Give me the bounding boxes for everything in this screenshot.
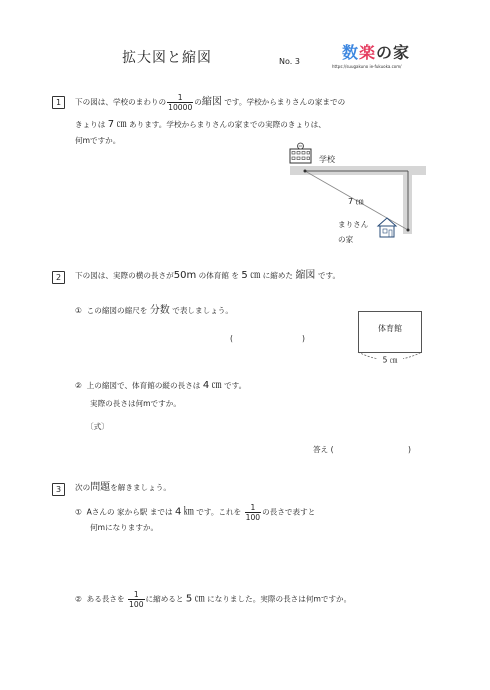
q1-distance-value: 7 (107, 119, 115, 130)
house-point (407, 229, 410, 232)
q3-text-c: を解きましょう。 (110, 483, 171, 492)
question-3-line-1 (75, 482, 171, 494)
q2-scaled-value: 5 (241, 270, 248, 281)
answer-paren-right-q2-1: ) (302, 334, 305, 343)
q2-2-text-d: です。 (224, 381, 247, 390)
q2-1-text-c: で表しましょう。 (172, 306, 233, 315)
q3-2-mark: ② (75, 594, 82, 604)
question-2-line-1 (75, 270, 340, 282)
q3-2-value: 5 (185, 593, 193, 605)
q2-text-g: 縮図 (295, 270, 316, 281)
q1-text-f: あります。学校からまりさんの家までの実際のきょりは、 (129, 120, 326, 129)
logo-char-3: の家 (376, 43, 411, 62)
formula-label: 〔式〕 (86, 422, 109, 431)
q2-real-length: 50m (173, 270, 197, 281)
q3-text-a: 次の (75, 483, 91, 492)
q2-1-mark: ① (75, 306, 82, 315)
q3-1-distance: 4 (175, 506, 182, 518)
answer-paren-right: ) (408, 445, 411, 454)
scale-numerator: 1 (167, 93, 193, 103)
map-distance-label: 7 ㎝ (348, 197, 364, 206)
q1-distance-unit: ㎝ (116, 119, 127, 130)
q3-1-text-a: Aさんの 家から駅 までは (86, 507, 173, 517)
q2-text-f: に縮めた (262, 271, 294, 280)
q3-2-text-b: に縮めると (145, 594, 184, 604)
scale-denominator: 10000 (168, 103, 193, 112)
q3-1-denominator: 100 (245, 513, 261, 522)
question-1-line-3: 何mですか。 (75, 136, 121, 145)
q3-2-fraction (128, 590, 145, 609)
q2-2-text-a: 上の縮図で、体育館の縦の長さは (86, 381, 201, 390)
question-1-line-2 (75, 119, 326, 131)
q2-2-mark: ② (75, 381, 82, 390)
q3-2-unit: ㎝ (194, 593, 205, 605)
house-icon (378, 218, 396, 237)
question-3-1 (75, 503, 315, 522)
q2-2-value: 4 (202, 380, 210, 391)
school-label: 学校 (319, 155, 335, 164)
q3-1-unit: ㎞ (183, 506, 194, 518)
question-1-line-1 (75, 93, 345, 112)
q2-1-text-a: この縮図の縮尺を (86, 306, 148, 315)
q2-2-unit: ㎝ (211, 380, 222, 391)
school-point (304, 170, 307, 173)
q1-text-a: 下の図は、学校のまわりの (75, 97, 167, 107)
gym-width-label: 5 ㎝ (382, 355, 398, 365)
logo-char-1: 数 (342, 43, 360, 62)
q1-text-c: 縮図 (201, 96, 222, 108)
q3-1-text-d: です。これを (196, 507, 242, 517)
question-1-number: 1 (52, 96, 65, 109)
q3-2-numerator: 1 (128, 590, 145, 600)
site-logo (342, 40, 410, 63)
q3-1-numerator: 1 (245, 503, 262, 513)
question-3-number: 3 (52, 483, 65, 496)
q3-1-fraction (245, 503, 262, 522)
gym-label: 体育館 (378, 324, 402, 333)
answer-paren-left-q2-1: ( (230, 334, 233, 343)
q2-scaled-unit: ㎝ (250, 270, 261, 281)
gym-width-dimension (354, 350, 426, 368)
question-3-1-line-2: 何mになりますか。 (90, 523, 159, 532)
q3-2-text-a: ある長さを (86, 594, 125, 604)
question-2-2-line-2: 実際の長さは何mですか。 (90, 399, 181, 408)
logo-url: https://suugakuno ie-fukuoka.com/ (332, 64, 402, 69)
question-2-2 (75, 380, 246, 392)
school-icon (290, 143, 311, 163)
q1-text-e: きょりは (75, 120, 106, 129)
q3-1-mark: ① (75, 507, 82, 517)
q1-text-d: です。学校からまりさんの家までの (224, 97, 346, 107)
q3-text-b: 問題 (90, 482, 111, 493)
page-number: No. 3 (279, 57, 300, 66)
question-3-2 (75, 590, 351, 609)
q2-text-a: 下の図は、実際の横の長さが (75, 271, 174, 280)
answer-label: 答え ( (313, 445, 334, 454)
q3-2-text-e: になりました。実際の長さは何mですか。 (207, 594, 352, 604)
house-label-line-1: まりさん (338, 220, 369, 229)
q3-2-denominator: 100 (129, 600, 144, 609)
q3-1-text-e: の長さで表すと (262, 507, 316, 517)
question-2-1 (75, 305, 233, 317)
q2-text-h: です。 (317, 271, 341, 280)
q2-1-text-b: 分数 (149, 305, 170, 316)
q2-text-c: の体育館 を (198, 271, 239, 280)
logo-char-2: 楽 (359, 43, 377, 62)
question-2-number: 2 (52, 271, 65, 284)
scale-fraction (167, 93, 193, 112)
q1-text-b: の (194, 97, 202, 107)
page-title: 拡大図と縮図 (122, 50, 212, 66)
house-label-line-2: の家 (338, 235, 354, 244)
school-map-diagram (280, 140, 440, 250)
